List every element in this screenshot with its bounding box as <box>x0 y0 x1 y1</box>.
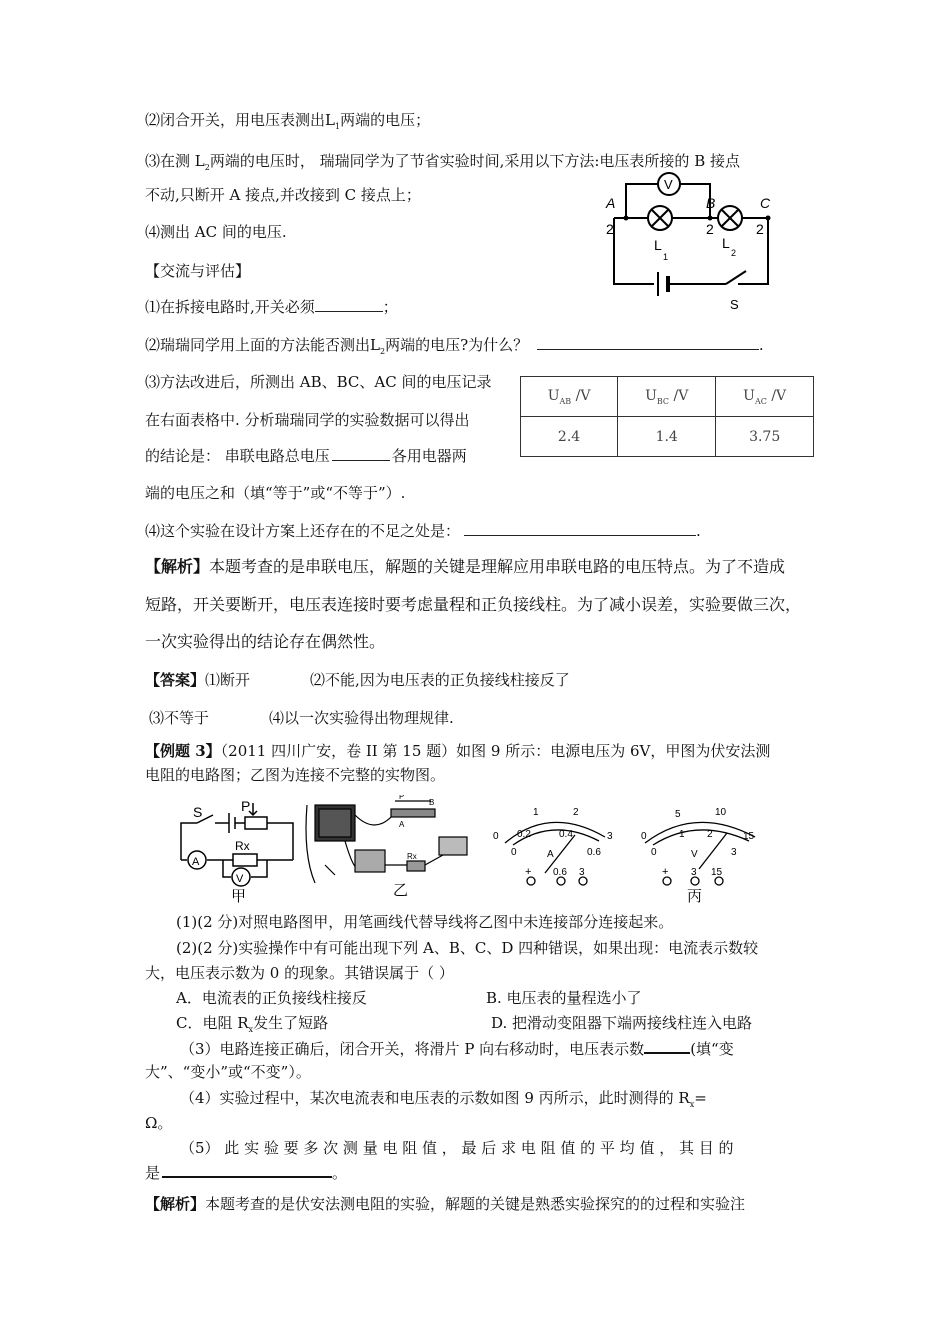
figure-9 <box>175 795 795 910</box>
point-b-label: B <box>706 195 716 211</box>
ammeter-tick: 0.6 <box>587 847 601 858</box>
switch-label: S <box>730 297 739 312</box>
step-4: ⑷测出 AC 间的电压. <box>145 223 287 241</box>
option-c: C．电阻 $R_x$发生了短路 <box>176 1014 329 1034</box>
fig-jia-label: 甲 <box>231 888 247 905</box>
analysis-line3: 一次实验得出的结论存在偶然性。 <box>145 632 386 651</box>
analysis-2: 【解析】本题考查的是伏安法测电阻的实验，解题的关键是熟悉实验探究的的过程和实验注 <box>145 1195 746 1213</box>
part-5-line1: （5） 此 实 验 要 多 次 测 量 电 阻 值 ， 最 后 求 电 阻 值 的 平 均 值 ， 其 目 的 <box>180 1139 734 1157</box>
table-header: $U_{AC}$ /V <box>716 377 814 417</box>
question-2: ⑵瑞瑞同学用上面的方法能否测出$L_2$两端的电压?为什么？ . <box>145 336 764 356</box>
table-header: $U_{BC}$ /V <box>618 377 716 417</box>
fig-voltmeter-symbol: V <box>236 873 244 885</box>
voltmeter-tick: 1 <box>679 829 685 840</box>
fig-a2-label: A <box>399 820 405 829</box>
voltmeter-tick: 0 <box>641 831 647 842</box>
part-4-line2: Ω。 <box>145 1114 173 1132</box>
part-2-line1: (2)(2 分)实验操作中有可能出现下列 A、B、C、D 四种错误，如果出现：电流表示数较 <box>176 939 759 957</box>
part-3-line2: 大”、“变小”或“不变”）。 <box>145 1063 311 1081</box>
table-row <box>521 417 814 457</box>
terminal-label: 2 <box>706 221 714 237</box>
option-d: D. 把滑动变阻器下端两接线柱连入电路 <box>491 1014 753 1032</box>
fig-ammeter-symbol: A <box>192 856 200 868</box>
voltmeter-tick: 3 <box>731 847 737 858</box>
voltmeter-tick: 15 <box>743 831 755 842</box>
part-3-line1: （3）电路连接正确后，闭合开关，将滑片 P 向右移动时，电压表示数 (填“变 <box>180 1040 734 1058</box>
voltmeter-tick: 10 <box>715 807 727 818</box>
ammeter-terminal: 3 <box>579 867 585 878</box>
example3-line1: 【例题 3】（2011 四川广安，卷 II 第 15 题）如图 9 所示：电源电压为 6V，甲图为伏安法测 <box>145 742 771 760</box>
example3-line2: 电阻的电路图；乙图为连接不完整的实物图。 <box>145 766 446 784</box>
part-1: (1)(2 分)对照电路图甲，用笔画线代替导线将乙图中未连接部分连接起来。 <box>176 913 674 931</box>
ammeter-tick: 1 <box>533 807 539 818</box>
table-cell: 1.4 <box>618 417 716 457</box>
question-4: ⑷这个实验在设计方案上还存在的不足之处是： . <box>145 522 701 540</box>
fig-b-label: B <box>429 798 435 807</box>
answer-blank[interactable] <box>315 297 383 312</box>
l2-label: L <box>722 235 730 251</box>
circuit-yi <box>306 801 467 883</box>
section-heading: 【交流与评估】 <box>145 262 251 280</box>
fig-bing-label: 丙 <box>687 888 703 905</box>
answer-line1: 【答案】⑴断开 ⑵不能,因为电压表的正负接线柱接反了 <box>145 671 570 689</box>
ammeter-symbol: A <box>547 849 554 860</box>
l1-label: L <box>654 237 662 253</box>
voltmeter-terminal: 15 <box>711 867 723 878</box>
question-1: ⑴在拆接电路时,开关必须 ； <box>145 298 398 316</box>
answer-blank[interactable] <box>332 446 390 461</box>
ammeter-tick: 0 <box>493 831 499 842</box>
ammeter-terminal: 0.6 <box>553 867 567 878</box>
question-3-line2: 在右面表格中. 分析瑞瑞同学的实验数据可以得出 <box>145 411 470 429</box>
table-cell: 3.75 <box>716 417 814 457</box>
ammeter-tick: 3 <box>607 831 613 842</box>
series-circuit-diagram <box>598 168 788 318</box>
voltmeter-terminal: 3 <box>691 867 697 878</box>
terminal-label: 2 <box>756 221 764 237</box>
ammeter-tick: 0.4 <box>559 829 573 840</box>
point-c-label: C <box>760 195 771 211</box>
voltmeter-terminal: + <box>662 866 669 878</box>
point-a-label: A <box>606 195 616 211</box>
fig-s-label: S <box>193 804 203 820</box>
analysis-line2: 短路，开关要断开，电压表连接时要考虑量程和正负接线柱。为了减小误差，实验要做三次， <box>145 595 802 614</box>
ammeter-tick: 0.2 <box>517 829 531 840</box>
table-header: $U_{AB}$ /V <box>521 377 618 417</box>
fig-rx-label: Rx <box>235 839 250 853</box>
question-3-line4: 端的电压之和（填“等于”或“不等于”）. <box>145 484 406 502</box>
table-cell: 2.4 <box>521 417 618 457</box>
voltmeter-symbol: V <box>691 849 698 860</box>
answer-blank[interactable] <box>644 1038 690 1054</box>
option-b: B. 电压表的量程选小了 <box>486 989 642 1007</box>
voltmeter-label: V <box>664 177 673 192</box>
step-3-line1: ⑶在测 $L_2$两端的电压时， 瑞瑞同学为了节省实验时间,采用以下方法:电压表所接的 B 接点 <box>145 152 740 172</box>
step-3-line2: 不动,只断开 A 接点,并改接到 C 接点上； <box>145 186 421 204</box>
part-4-line1: （4）实验过程中，某次电流表和电压表的示数如图 9 丙所示，此时测得的 $R_x=$ <box>180 1089 707 1109</box>
fig-p2-label: P <box>399 795 405 801</box>
voltmeter-tick: 0 <box>651 847 657 858</box>
answer-blank[interactable] <box>537 335 759 350</box>
step-2: ⑵闭合开关，用电压表测出$L_1$两端的电压； <box>145 111 431 131</box>
answer-blank[interactable] <box>464 521 696 536</box>
answer-line2: ⑶不等于 ⑷以一次实验得出物理规律. <box>149 709 454 727</box>
answer-blank[interactable] <box>162 1162 332 1178</box>
voltage-table <box>520 376 814 457</box>
voltmeter-tick: 2 <box>707 829 713 840</box>
fig-p-label: P <box>241 798 251 814</box>
analysis-line1: 【解析】本题考查的是串联电压，解题的关键是理解应用串联电路的电压特点。为了不造成 <box>145 557 786 576</box>
part-2-line2: 大，电压表示数为 0 的现象。其错误属于（ ） <box>145 964 454 982</box>
question-3-line3: 的结论是： 串联电路总电压 各用电器两 <box>145 447 467 465</box>
terminal-label: 2 <box>606 221 614 237</box>
option-a: A．电流表的正负接线柱接反 <box>176 989 367 1007</box>
fig-rx2-label: Rx <box>407 852 417 861</box>
fig-yi-label: 乙 <box>393 882 409 899</box>
l1-sub: 1 <box>663 252 669 262</box>
question-3-line1: ⑶方法改进后，所测出 AB、BC、AC 间的电压记录 <box>145 373 492 391</box>
ammeter-tick: 2 <box>573 807 579 818</box>
part-5-line2: 是 。 <box>145 1164 348 1182</box>
voltmeter-tick: 5 <box>675 809 681 820</box>
table-header-row <box>521 377 814 417</box>
ammeter-tick: 0 <box>511 847 517 858</box>
l2-sub: 2 <box>731 248 737 258</box>
ammeter-terminal: + <box>525 866 532 878</box>
